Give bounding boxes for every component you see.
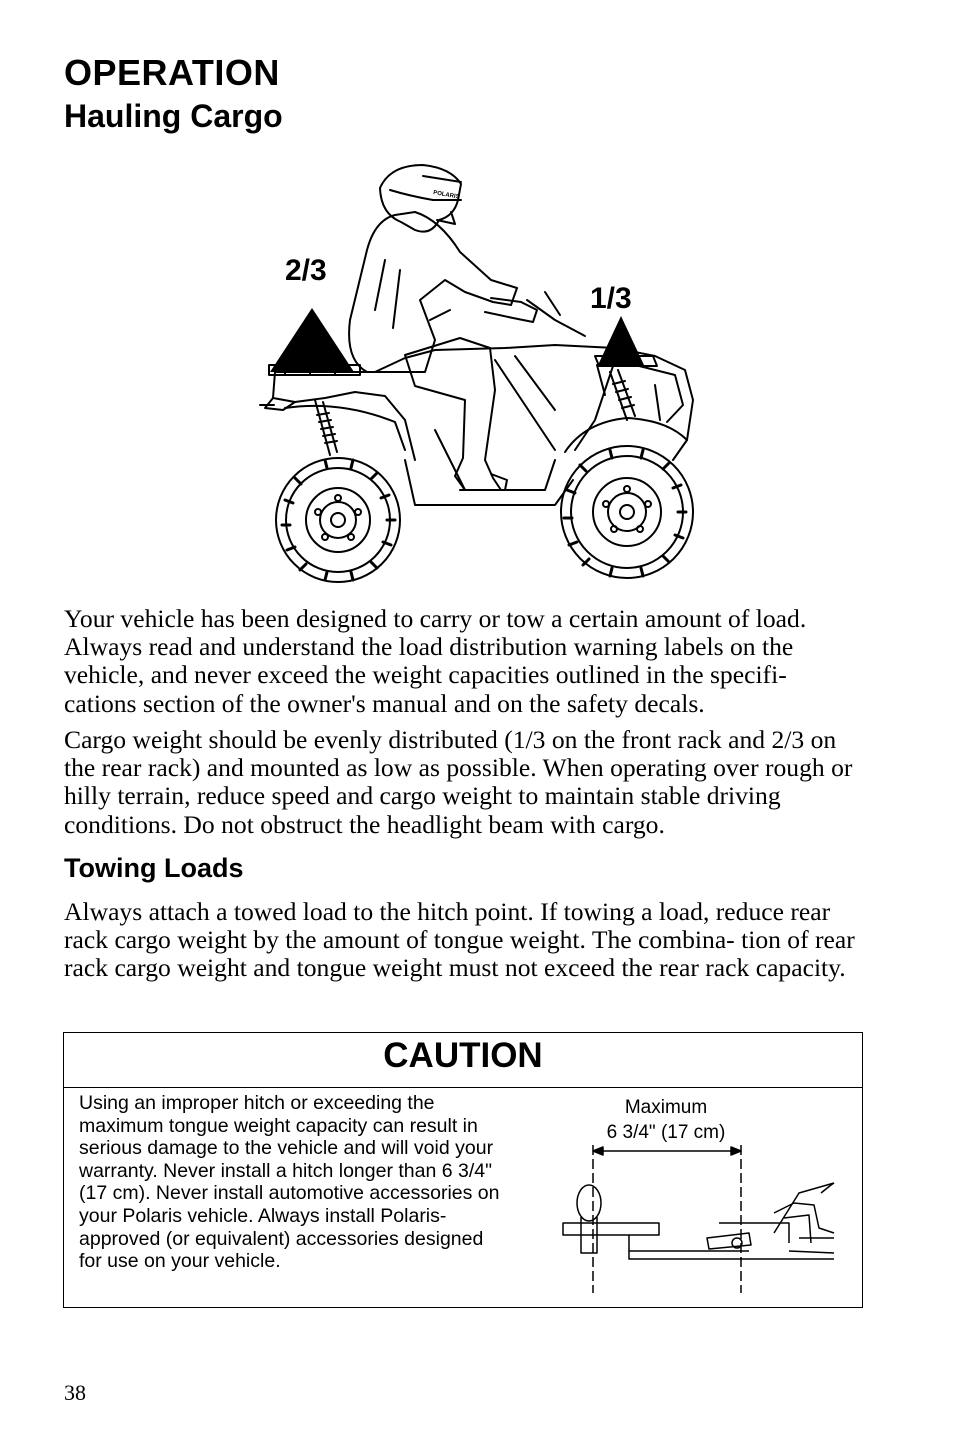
hitch-length-figure <box>559 1093 859 1303</box>
page-heading: Hauling Cargo <box>64 98 283 134</box>
helmet-brand-text: POLARIS <box>432 190 460 201</box>
caution-text: Using an improper hitch or exceeding the maximum tongue weight capacity can result in serious damage to the vehicle and will void your warranty. Never install a hitch longer than 6 3/4" (17 cm). Never install automotive accessories on your Polaris vehicle. Always install Polaris-approved (or equivalent) accessories designed for use on your vehicle. <box>79 1092 500 1273</box>
caution-heading: CAUTION <box>64 1033 862 1088</box>
towing-heading: Towing Loads <box>64 853 244 883</box>
towing-paragraph: Always attach a towed load to the hitch point. If towing a load, reduce rear rack cargo weight by the amount of tongue weight. The combina- tion of rear rack cargo weight and tongue weight must not exceed the rear rack capacity. <box>64 897 855 983</box>
rear-load-triangle <box>270 308 354 372</box>
section-title: OPERATION <box>64 52 280 93</box>
page-number: 38 <box>64 1380 86 1405</box>
front-load-label: 1/3 <box>590 282 632 315</box>
atv-load-distribution-figure <box>255 160 705 585</box>
rear-load-label: 2/3 <box>285 254 327 287</box>
distribution-paragraph: Cargo weight should be evenly distributed (1/3 on the front rack and 2/3 on the rear rack) and mounted as low as possible. When operating over rough or hilly terrain, reduce speed and cargo weight to maintain stable driving conditions. Do not obstruct the headlight beam with cargo. <box>64 725 853 839</box>
caution-box <box>63 1032 863 1308</box>
front-load-triangle <box>598 316 644 365</box>
hitch-length-label: 6 3/4" (17 cm) <box>606 1122 726 1143</box>
intro-paragraph: Your vehicle has been designed to carry or tow a certain amount of load. Always read and understand the load distribution warning labels on the vehicle, and never exceed the weight capacities outlined in the specifi- cations section of the owner's manual and on the safety decals. <box>64 604 807 718</box>
hitch-max-label: Maximum <box>624 1097 708 1118</box>
